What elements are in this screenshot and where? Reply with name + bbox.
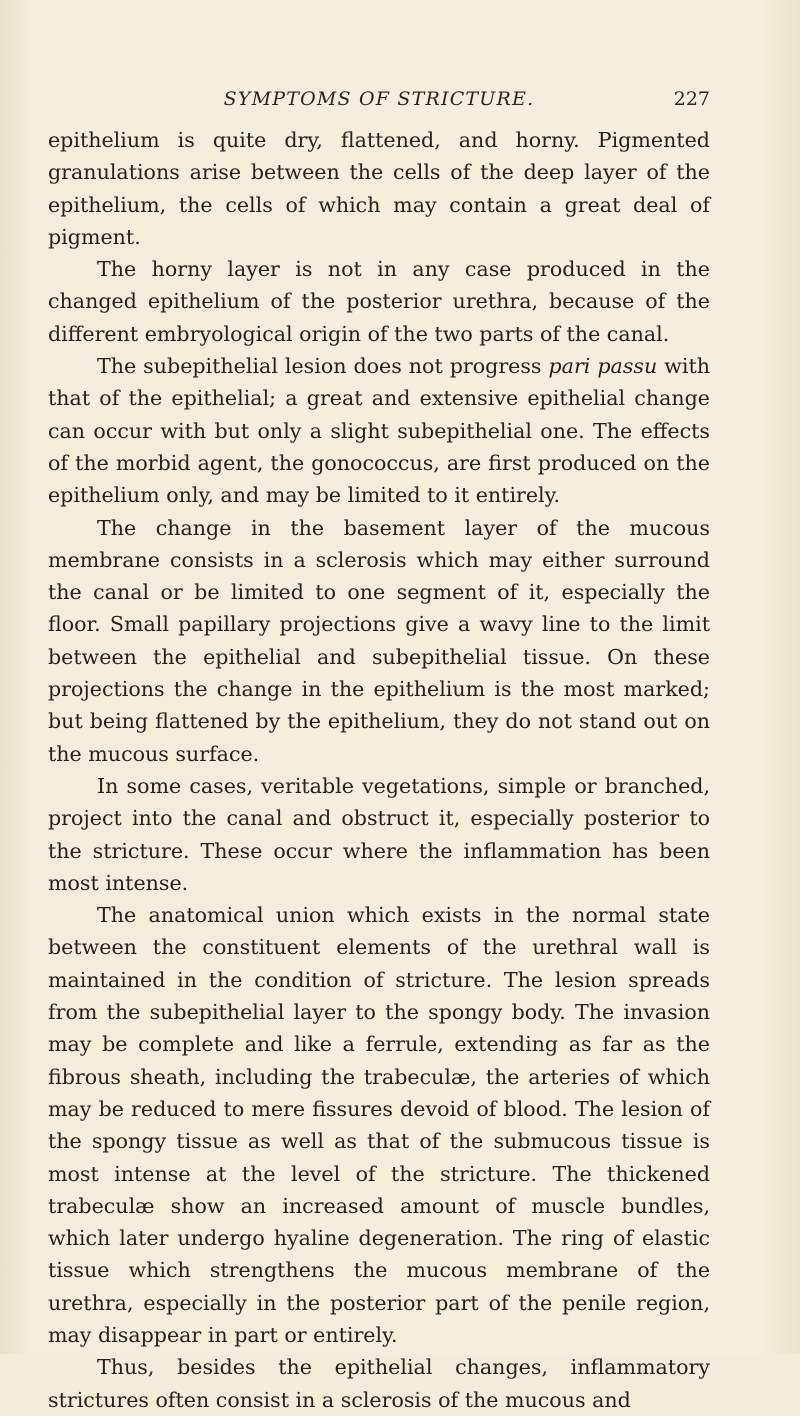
paragraph-continuation	[48, 124, 710, 253]
paragraph-text: The horny layer is not in any case produced in the changed epithelium of the posterior urethra, because of the different embryological origin of the two parts of the canal.	[48, 257, 710, 346]
paragraph	[48, 899, 710, 1351]
paragraph-text: with that of the epithelial; a great and extensive epithelial change can occur with but only a slight subepithelial one. The effects of the morbid agent, the gonococcus, are first produced on the epithelium only, and may be limited to it entirely.	[48, 354, 710, 508]
latin-phrase: pari passu	[548, 354, 658, 379]
paragraph-text: Thus, besides the epithelial changes, inflammatory strictures often consist in a sclerosis of the mucous and	[48, 1355, 710, 1412]
paragraph	[48, 253, 710, 350]
paragraph-text: The anatomical union which exists in the normal state between the constituent elements of the urethral wall is maintained in the condition of stricture. The lesion spreads from the subepithelial layer to the spongy body. The invasion may be complete and like a ferrule, extending as far as the fibrous sheath, including the trabeculæ, the arteries of which may be reduced to mere fissures devoid of blood. The lesion of the spongy tissue as well as that of the submucous tissue is most intense at the level of the stricture. The thickened trabeculæ show an increased amount of muscle bundles, which later undergo hyaline degeneration. The ring of elastic tissue which strengthens the mucous membrane of the urethra, especially in the posterior part of the penile region, may disappear in part or entirely.	[48, 903, 710, 1347]
paragraph-text: The subepithelial lesion does not progress	[97, 354, 549, 379]
page-number: 227	[673, 88, 710, 110]
paragraph-text: The change in the basement layer of the mucous membrane consists in a sclerosis which may either surround the canal or be limited to one segment of it, especially the floor. Small papillary projections give a wavy line to the limit between the epithelial and subepithelial tissue. On these projections the change in the epithelium is the most marked; but being flattened by the epithelium, they do not stand out on the mucous surface.	[48, 515, 710, 766]
running-head: SYMPTOMS OF STRICTURE.	[223, 88, 535, 110]
paragraph	[48, 512, 710, 770]
body-text	[48, 124, 710, 1416]
paragraph-text: In some cases, veritable vegetations, simple or branched, project into the canal and obstruct it, especially posterior to the stricture. These occur where the inflammation has been most intense.	[48, 773, 710, 895]
paragraph	[48, 770, 710, 899]
paragraph	[48, 350, 710, 511]
paragraph	[48, 1351, 710, 1416]
paragraph-text: epithelium is quite dry, flattened, and horny. Pigmented granulations arise between the cells of the deep layer of the epithelium, the cells of which may contain a great deal of pigment.	[48, 128, 710, 249]
page-header	[48, 88, 710, 118]
